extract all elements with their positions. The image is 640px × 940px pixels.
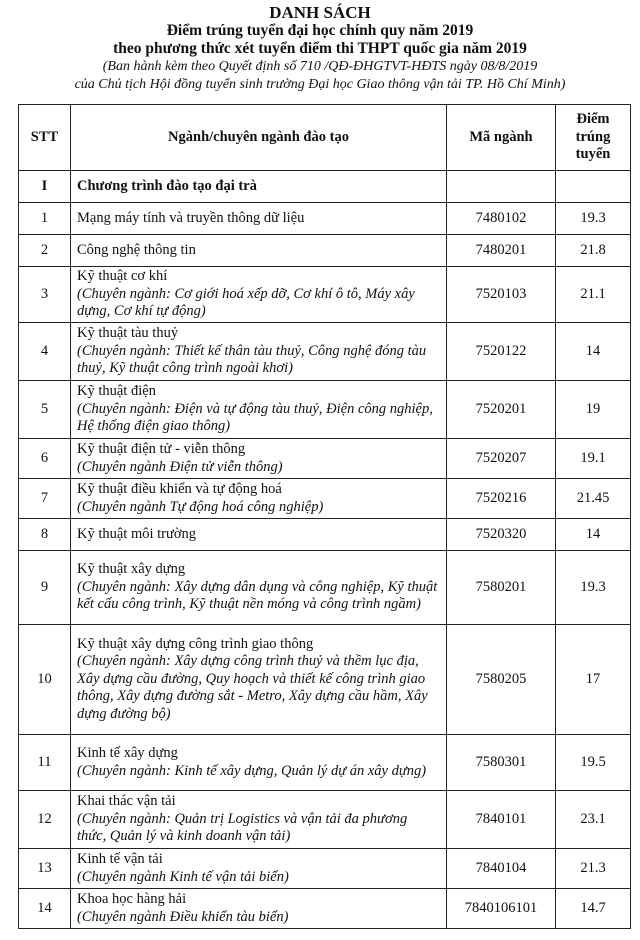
section-number: I [19,171,71,203]
section-label: Chương trình đào tạo đại trà [71,171,447,203]
table-row [19,849,631,889]
program-cell [71,735,447,791]
document-title: DANH SÁCH [269,3,371,22]
program-name: Kỹ thuật môi trường [77,525,197,542]
program-name: Khoa học hàng hải [77,891,187,907]
program-code: 7520122 [447,323,556,381]
row-number: 6 [19,439,71,479]
program-cell [71,791,447,849]
column-header-program: Ngành/chuyên ngành đào tạo [71,105,447,171]
program-name: Mạng máy tính và truyền thông dữ liệu [77,209,305,226]
admission-score-table [18,104,631,929]
program-name: Kỹ thuật xây dựng [77,561,186,578]
table-row [19,735,631,791]
program-code: 7840106101 [447,889,556,929]
program-specializations: (Chuyên ngành Kinh tế vận tải biển) [77,868,289,885]
program-name: Khai thác vận tải [77,793,176,810]
program-specializations: (Chuyên ngành: Thiết kế thân tàu thuỷ, Công nghệ đóng tàu thuỷ, Kỹ thuật công trình ngoài khơi) [77,342,427,377]
program-name: Kỹ thuật điện [77,383,156,400]
program-specializations: (Chuyên ngành: Cơ giới hoá xếp dỡ, Cơ khí ô tô, Máy xây dựng, Cơ khí tự động) [77,285,415,320]
row-number: 8 [19,519,71,551]
program-code: 7520201 [447,381,556,439]
admission-score: 14 [556,323,631,381]
row-number: 9 [19,551,71,625]
program-cell [71,519,447,551]
section-score [556,171,631,203]
program-name: Kinh tế vận tải [77,851,163,867]
program-cell [71,849,447,889]
program-code: 7480102 [447,203,556,235]
program-code: 7580201 [447,551,556,625]
program-name: Kỹ thuật tàu thuỷ [77,325,179,342]
admission-score: 21.45 [556,479,631,519]
program-cell [71,439,447,479]
table-row [19,551,631,625]
table-row [19,625,631,735]
admission-score: 21.1 [556,267,631,323]
row-number: 10 [19,625,71,735]
table-row [19,381,631,439]
program-cell [71,551,447,625]
program-cell [71,323,447,381]
table-header-row [19,105,631,171]
column-header-stt: STT [19,105,71,171]
program-name: Kinh tế xây dựng [77,745,178,761]
row-number: 3 [19,267,71,323]
admission-score: 14 [556,519,631,551]
admission-score: 19.3 [556,203,631,235]
program-cell [71,381,447,439]
program-specializations: (Chuyên ngành: Điện và tự động tàu thuỷ, Điện công nghiệp, Hệ thống điện giao thông) [77,400,433,435]
program-specializations: (Chuyên ngành: Quản trị Logistics và vận tải đa phương thức, Quản lý và kinh doanh vận tải) [77,810,408,845]
row-number: 7 [19,479,71,519]
row-number: 14 [19,889,71,929]
admission-score: 21.3 [556,849,631,889]
program-code: 7480201 [447,235,556,267]
document-subtitle: Điểm trúng tuyển đại học chính quy năm 2019 [166,22,474,39]
table-row [19,235,631,267]
column-header-code: Mã ngành [447,105,556,171]
program-specializations: (Chuyên ngành: Xây dựng công trình thuỷ và thềm lục địa, Xây dựng cầu đường, Quy hoạch và thiết kế công trình giao thông, Xây dựng đường sắt - Metro, Xây dựng cầu hầm, Xây dựng đường bộ) [77,653,428,722]
admission-score: 19.1 [556,439,631,479]
program-name: Kỹ thuật xây dựng công trình giao thông [77,635,314,652]
program-name: Kỹ thuật điện tử - viễn thông [77,441,246,457]
admission-score: 14.7 [556,889,631,929]
program-code: 7520103 [447,267,556,323]
admission-score: 21.8 [556,235,631,267]
program-specializations: (Chuyên ngành: Kinh tế xây dựng, Quản lý dự án xây dựng) [77,762,427,779]
row-number: 2 [19,235,71,267]
row-number: 5 [19,381,71,439]
program-specializations: (Chuyên ngành Tự động hoá công nghiệp) [77,498,324,515]
document-reference: (Ban hành kèm theo Quyết định số 710 /QĐ-ĐHGTVT-HĐTS ngày 08/8/2019 [102,59,538,74]
program-cell [71,203,447,235]
table-row [19,439,631,479]
program-specializations: (Chuyên ngành Điện tử viễn thông) [77,458,283,475]
document-reference-2: của Chủ tịch Hội đồng tuyển sinh trường Đại học Giao thông vận tải TP. Hồ Chí Minh) [74,77,566,92]
admission-score: 19.5 [556,735,631,791]
program-cell [71,235,447,267]
program-cell [71,479,447,519]
program-cell [71,889,447,929]
program-code: 7840101 [447,791,556,849]
table-row [19,519,631,551]
section-code [447,171,556,203]
row-number: 11 [19,735,71,791]
program-code: 7580301 [447,735,556,791]
table-row [19,323,631,381]
program-code: 7580205 [447,625,556,735]
table-row [19,791,631,849]
row-number: 1 [19,203,71,235]
program-code: 7520320 [447,519,556,551]
program-specializations: (Chuyên ngành: Xây dựng dân dụng và công nghiệp, Kỹ thuật kết cấu công trình, Kỹ thuật nền móng và công trình ngầm) [77,578,438,613]
table-row [19,889,631,929]
table-body [19,171,631,929]
table-row [19,203,631,235]
document-subtitle-2: theo phương thức xét tuyển điểm thi THPT quốc gia năm 2019 [113,40,527,57]
column-header-score: Điểm trúng tuyển [556,105,631,171]
program-name: Kỹ thuật cơ khí [77,268,168,285]
program-name: Công nghệ thông tin [77,241,196,258]
program-code: 7520216 [447,479,556,519]
admission-score: 17 [556,625,631,735]
program-name: Kỹ thuật điều khiển và tự động hoá [77,481,282,497]
row-number: 4 [19,323,71,381]
section-row [19,171,631,203]
document-header [0,0,640,94]
program-code: 7840104 [447,849,556,889]
admission-score: 19 [556,381,631,439]
row-number: 13 [19,849,71,889]
table-row [19,479,631,519]
program-specializations: (Chuyên ngành Điều khiển tàu biển) [77,908,289,925]
admission-score: 19.3 [556,551,631,625]
admission-score: 23.1 [556,791,631,849]
program-cell [71,625,447,735]
row-number: 12 [19,791,71,849]
table-row [19,267,631,323]
program-cell [71,267,447,323]
program-code: 7520207 [447,439,556,479]
